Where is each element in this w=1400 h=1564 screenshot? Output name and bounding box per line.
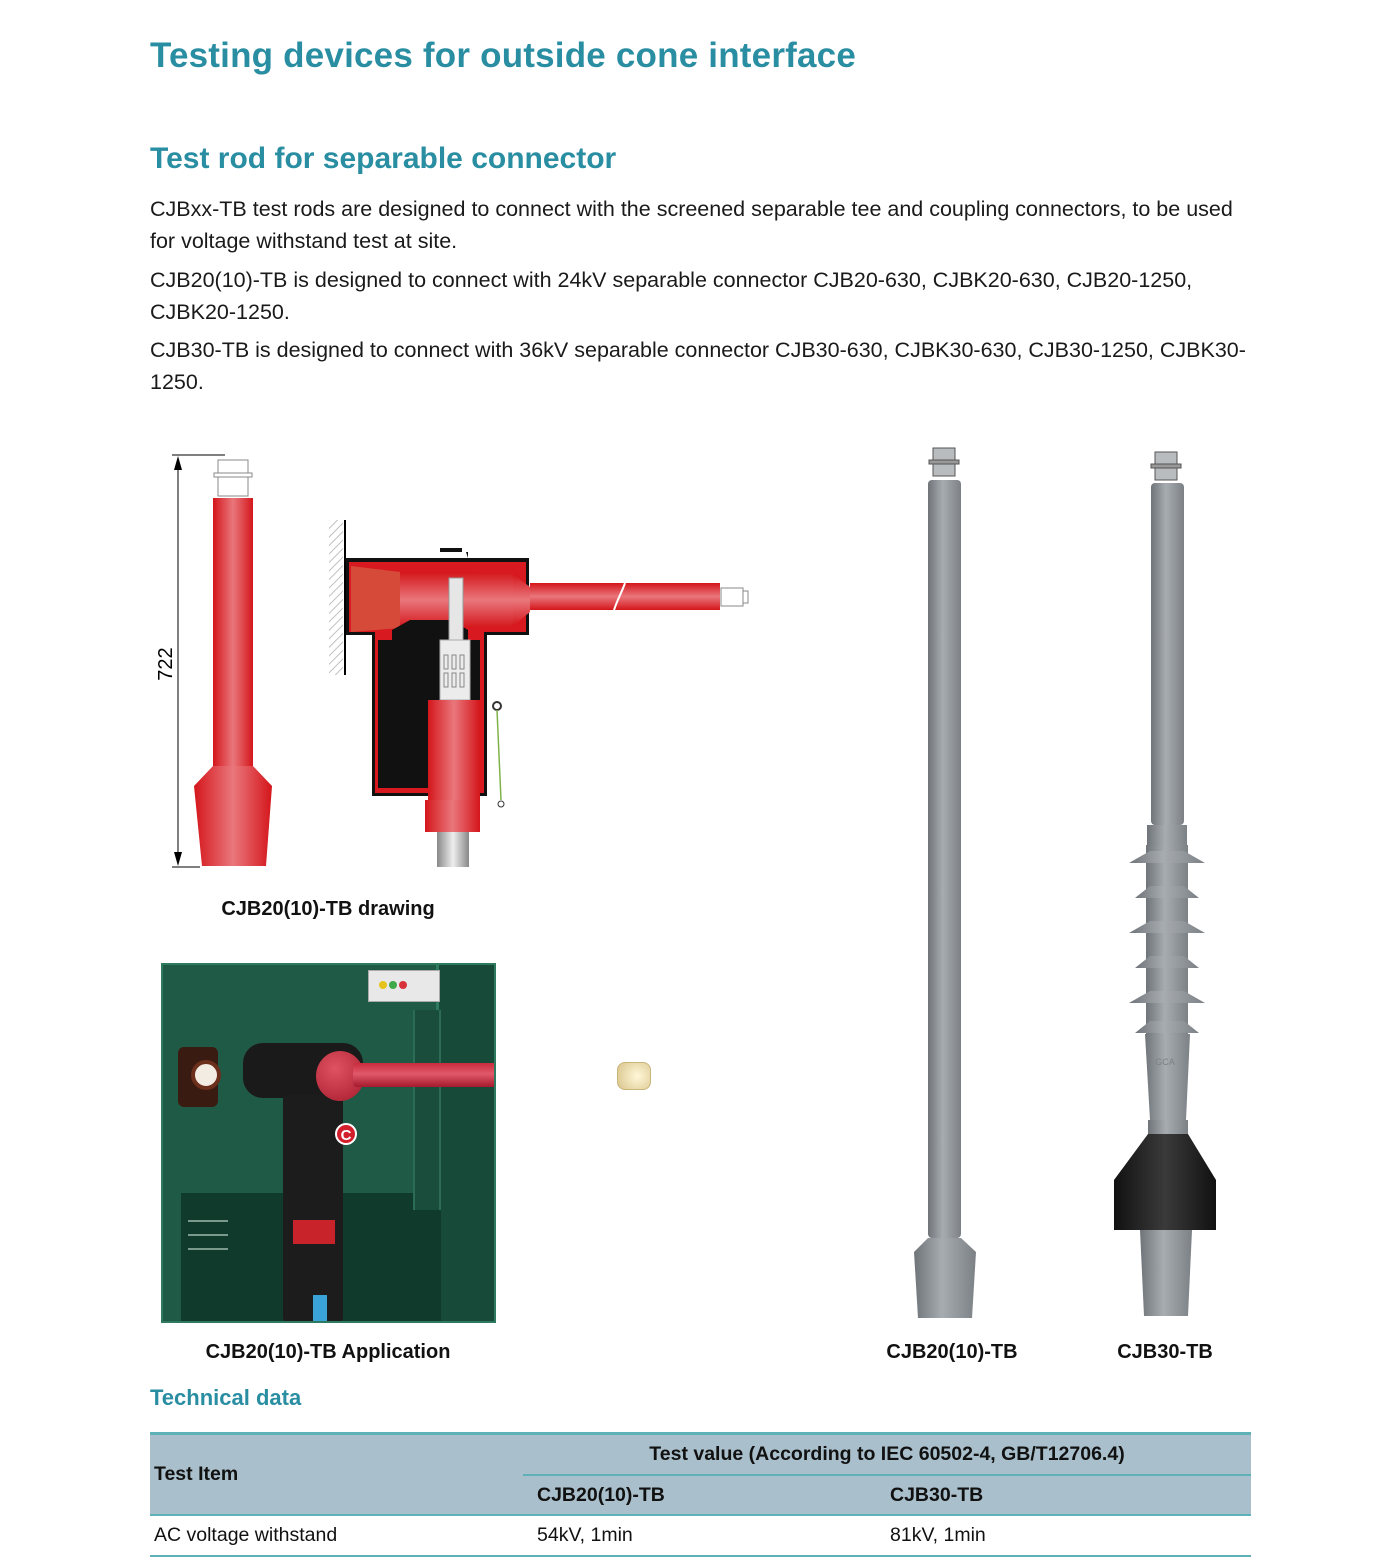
indicator-lamp-red bbox=[399, 981, 407, 989]
vent-slot bbox=[188, 1248, 228, 1250]
cabinet-vertical-bar bbox=[413, 1010, 441, 1210]
tee-connector-drawing bbox=[329, 520, 748, 867]
insulator-shed bbox=[1135, 886, 1199, 898]
paragraph-cjb20: CJB20(10)-TB is designed to connect with 24kV separable connector CJB20-630, CJBK20-630, CJB20-1250, CJBK20-1250. bbox=[150, 268, 1193, 324]
bushing-face bbox=[191, 1060, 221, 1090]
indicator-lamp-green bbox=[389, 981, 397, 989]
paragraph-cjb30: CJB30-TB is designed to connect with 36kV separable connector CJB30-630, CJBK30-630, CJB30-1250, CJBK30-1250. bbox=[150, 338, 1246, 394]
vent-slot bbox=[188, 1220, 228, 1222]
product-caption-cjb20: CJB20(10)-TB bbox=[886, 1341, 1018, 1363]
section-title: Test rod for separable connector bbox=[150, 142, 617, 175]
table-row bbox=[150, 1515, 1251, 1556]
grey-rod-cjb30 bbox=[1114, 452, 1216, 1316]
header-test-value-group: Test value (According to IEC 60502-4, GB/T12706.4) bbox=[523, 1434, 1251, 1476]
indicator-panel bbox=[368, 970, 440, 1002]
cabinet-c-marker: C bbox=[335, 1123, 357, 1145]
header-cjb30: CJB30-TB bbox=[886, 1475, 1251, 1515]
red-test-rod bbox=[194, 460, 272, 866]
technical-data-heading: Technical data bbox=[150, 1385, 302, 1410]
technical-data-table bbox=[150, 1432, 1251, 1557]
vent-slot bbox=[188, 1234, 228, 1236]
cable-tape bbox=[313, 1295, 327, 1323]
grey-rod-cjb20 bbox=[914, 448, 976, 1318]
paragraph-intro: CJBxx-TB test rods are designed to connect with the screened separable tee and coupling connectors, to be used for voltage withstand test at site. bbox=[150, 197, 1233, 253]
insulator-shed bbox=[1129, 921, 1205, 933]
cell-cjb30-value: 81kV, 1min bbox=[886, 1515, 1251, 1556]
page-title: Testing devices for outside cone interface bbox=[150, 36, 856, 75]
cell-cjb20-value: 54kV, 1min bbox=[523, 1515, 886, 1556]
cabinet-right-wall bbox=[436, 965, 494, 1321]
indicator-lamp-yellow bbox=[379, 981, 387, 989]
product-caption-cjb30: CJB30-TB bbox=[1117, 1341, 1213, 1363]
red-test-rod-photo bbox=[353, 1063, 496, 1087]
application-caption: CJB20(10)-TB Application bbox=[205, 1341, 451, 1363]
embossed-gca: GCA bbox=[1155, 1057, 1175, 1067]
tee-stem bbox=[283, 1095, 343, 1323]
cell-test-item: AC voltage withstand bbox=[150, 1515, 523, 1556]
header-cjb20: CJB20(10)-TB bbox=[523, 1475, 886, 1515]
header-test-item: Test Item bbox=[150, 1434, 523, 1516]
insulator-shed bbox=[1135, 956, 1199, 968]
insulator-shed bbox=[1129, 851, 1205, 863]
drawing-caption: CJB20(10)-TB drawing bbox=[221, 898, 435, 920]
dimension-label: 722 bbox=[155, 647, 177, 681]
rod-tip-photo bbox=[617, 1062, 651, 1090]
application-photo bbox=[161, 963, 496, 1323]
insulator-shed bbox=[1135, 1021, 1199, 1033]
tee-red-band bbox=[293, 1220, 335, 1244]
insulator-shed bbox=[1129, 991, 1205, 1003]
